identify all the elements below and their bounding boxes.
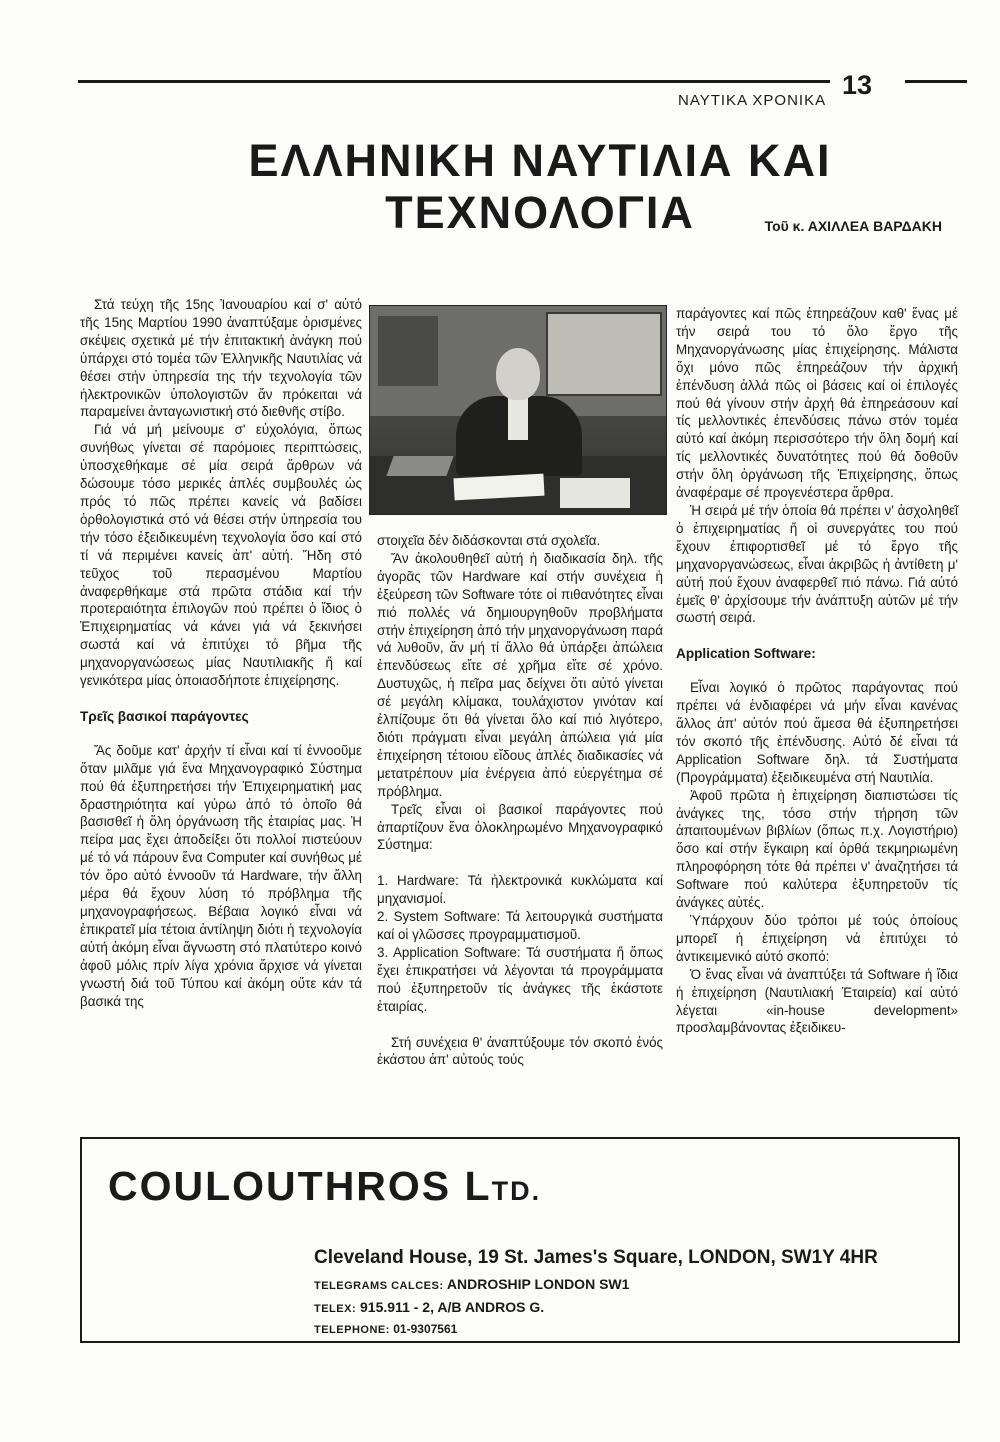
paragraph: Ἡ σειρά μέ τήν ὁποία θά πρέπει ν' ἀσχοληθεῖ ὁ ἐπιχειρηματίας ἤ οἱ συνεργάτες του πού ἔχουν ἐπιφορτισθεῖ μέ τό ἔργο τῆς μηχανοργανώσεως, εἶναι ἀκριβῶς ἡ ἀντίθετη μ' αὐτή πού ἔχουν ἀναφερθεῖ πιό πάνω. Γιά αὐτό ἐμεῖς θ' ἀρχίσουμε τήν ἀνάπτυξη αὐτῶν μέ τήν σωστή σειρά.	[676, 502, 958, 626]
paragraph: στοιχεῖα δέν διδάσκονται στά σχολεῖα.	[377, 533, 601, 548]
publication-name: ΝΑΥΤΙΚΑ ΧΡΟΝΙΚΑ	[678, 92, 827, 109]
photo-keyboard	[386, 456, 453, 476]
ad-company-suffix: TD.	[491, 1176, 542, 1206]
paragraph: Ἄς δοῦμε κατ' ἀρχήν τί εἶναι καί τί ἐννοοῦμε ὅταν μιλᾶμε γιά ἕνα Μηχανογραφικό Σύστημα πού θά ἐξυπηρετήσει τήν Ἐπιχειρηματική μας δραστηριότητα καί γύρω ἀπό τό ὁποῖο θά βασισθεῖ ἡ ὅλη ὀργάνωση τῆς ἑταιρίας μας. Ἡ πείρα μας ἔχει ἀποδείξει ὅτι πολλοί πιστεύουν μέ τό νά πάρουν ἕνα Computer καί συνήθως μέ τόν ὅρο αὐτό ἐννοοῦν τά Hardware, τήν ἄλλη μέρα θά ἔχουν λύση τό πρόβλημα τῆς μηχανογραφήσεως. Βέβαια λογικό εἶναι νά ἐπικρατεῖ μία τέτοια ἀντίληψη διότι ἡ τεχνολογία αὐτή ἀκόμη εἶναι ἄγνωστη στό πλατύτερο κοινό ἀφοῦ μόλις πρίν λίγα χρόνια ἄρχισε νά γίνεται γνωστή διά τοῦ Τύπου καί ἀκόμη οὔτε κάν τά βασικά της	[80, 742, 362, 1009]
ad-telegrams-label: TELEGRAMS CALCES:	[314, 1280, 444, 1292]
advertisement-box	[80, 1137, 960, 1343]
list-item: 2. System Software: Τά λειτουργικά συστήματα καί οἱ γλῶσσες προγραμματισμοῦ.	[377, 909, 663, 943]
article-column-1	[80, 296, 362, 1010]
page-number: 13	[842, 70, 873, 100]
ad-telegrams	[314, 1276, 629, 1292]
photo-book	[560, 478, 630, 508]
paragraph: παράγοντες καί πῶς ἐπηρεάζουν καθ' ἕνας μέ τήν σειρά του τό ὅλο ἔργο τῆς Μηχανοργάνωσης μίας ἐπιχείρησης. Μάλιστα ὄχι μόνο πῶς ἐπηρεάζουν τήν ἀρχική ἐπένδυση ἀλλά πῶς οἱ βάσεις καί οἱ ἐπιλογές πού θά γίνουν στήν ἀρχή θά ἐπηρεάσουν καί τίς μελλοντικές ἐπενδύσεις πάνω στόν τομέα αὐτό καί ἀκόμη περισσότερο τήν ὅλη δομή καί τίς μελλοντικές δυνατότητες πού θά δοθοῦν στήν ὅλη ὀργάνωση τῆς Ἐπιχείρησης, ὅπως ἀναφέραμε σέ προγενέστερα ἄρθρα.	[676, 306, 958, 501]
spacer	[377, 1016, 663, 1034]
ad-telex-label: TELEX:	[314, 1303, 357, 1315]
paragraph: Ὑπάρχουν δύο τρόποι μέ τούς ὁποίους μπορεῖ ἡ ἐπιχείρηση νά ἐπιτύχει τό ἀντικειμενικό αὐτό σκοπό:	[676, 913, 958, 964]
ad-company-main: COULOUTHROS L	[108, 1163, 492, 1209]
photo-person-shirt	[508, 398, 528, 440]
paragraph: Ὁ ἕνας εἶναι νά ἀναπτύξει τά Software ἡ ἴδια ἡ ἐπιχείρηση (Ναυτιλιακή Ἑταιρεία) καί αὐτό λέγεται «in-house development» προσλαμβάνοντας ἐξειδικευ-	[676, 966, 958, 1036]
list-item: 3. Application Software: Τά συστήματα ἤ ὅπως ἔχει ἐπικρατήσει νά λέγονται τά προγράμματα πού ἐξυπηρετοῦν τίς ἀνάγκες τῆς ἑκάστοτε ἑταιρίας.	[377, 944, 663, 1014]
paragraph: Εἶναι λογικό ὁ πρῶτος παράγοντας πού πρέπει νά ἐνδιαφέρει νά μήν εἶναι κανένας ἄλλος ἀπ' αὐτόν πού ἄμεσα θά ἐξυπηρετήσει τόν σκοπό τῆς ἐπένδυσης. Αὐτό δέ εἶναι τά Application Software δηλ. τά Συστήματα (Προγράμματα) ἐξειδικευμένα στή Ναυτιλία.	[676, 680, 958, 785]
photo-person-head	[496, 348, 540, 400]
header-rule-right	[905, 80, 967, 83]
photo-paper	[453, 474, 544, 501]
paragraph: Στή συνέχεια θ' ἀναπτύξουμε τόν σκοπό ἑνός ἑκάστου ἀπ' αὐτούς τούς	[377, 1034, 663, 1068]
article-title: ΕΛΛΗΝΙΚΗ ΝΑΥΤΙΛΙΑ ΚΑΙ ΤΕΧΝΟΛΟΓΙΑ	[248, 135, 832, 238]
paragraph: Τρεῖς εἶναι οἱ βασικοί παράγοντες πού ἀπαρτίζουν ἕνα ὁλοκληρωμένο Μηχανογραφικό Σύστημα:	[377, 801, 663, 853]
photo-window	[546, 312, 662, 396]
article-byline: Τοῦ κ. ΑΧΙΛΛΕΑ ΒΑΡΔΑΚΗ	[764, 218, 942, 234]
ad-telex-value: 915.911 - 2, A/B ANDROS G.	[360, 1299, 545, 1315]
ad-telephone-label: TELEPHONE:	[314, 1324, 390, 1336]
ad-telephone-value: 01-9307561	[393, 1322, 458, 1336]
ad-company-name	[108, 1163, 541, 1210]
paragraph: Ἀφοῦ πρῶτα ἡ ἐπιχείρηση διαπιστώσει τίς ἀνάγκες της, τόσο στήν τήρηση τῶν ἀπαιτουμένων βιβλίων (ὅπως π.χ. Λογιστήριο) ὅσο καί στήν ἔγκαιρη καί ὀρθά τεκμηριωμένη πληροφόρηση τότε θά πρέπει ν' ἀναζητήσει τά Software πού καλύτερα ἐξυπηρετοῦν τίς ἀνάγκες αὐτές.	[676, 787, 958, 911]
paragraph: Στά τεύχη τῆς 15ης Ἰανουαρίου καί σ' αὐτό τῆς 15ης Μαρτίου 1990 ἀναπτύξαμε ὁρισμένες σκέψεις σχετικά μέ τήν ἐπιτακτική ἀνάγκη πού ὑπάρχει στό τομέα τῶν Ἑλληνικῆς Ναυτιλίας νά θέσει στήν ὑπηρεσία της τήν τεχνολογία τῶν ἠλεκτρονικῶν ὑπολογιστῶν ἄν πρόκειται νά παραμείνει ἀνταγωνιστική στό διεθνῆς στίβο.	[80, 297, 362, 420]
ad-telegrams-value: ANDROSHIP LONDON SW1	[446, 1276, 630, 1292]
article-photo-man-at-desk	[369, 305, 667, 515]
section-subheading: Τρεῖς βασικοί παράγοντες	[80, 708, 249, 724]
paragraph: Ἄν ἀκολουθηθεῖ αὐτή ἡ διαδικασία δηλ. τῆς ἀγορᾶς τῶν Hardware καί στήν συνέχεια ἡ ἐξεύρεση τῶν Software τότε οἱ πιθανότητες εἶναι πιό πολλές νά δημιουργηθοῦν προβλήματα στήν ἐπιχείρηση ἀπό τήν μηχανοργάνωση παρά νά λυθοῦν, ἄν μή τί ἄλλο θά ὑπάρξει ἀπώλεια ἐπενδύσεως εἴτε σέ χρῆμα εἴτε σέ χρόνο. Δυστυχῶς, ἡ πεῖρα μας δείχνει ὅτι αὐτό γίνεται σέ μεγάλη κλίμακα, τουλάχιστον γινόταν καί ἐλπίζουμε ὅτι θά γίνεται ὅλο καί πιό λιγότερο, διότι πράγματι εἶναι μεγάλη ἀπώλεια γιά μία ἐπιχείρηση τέτοιου εἴδους ἁπλές διαδικασίες νά μετατρέπουν μία ἐνέργεια ἀπό εὐεργέτημα σέ πρόβλημα.	[377, 550, 663, 799]
spacer	[377, 854, 663, 872]
article-column-3	[676, 305, 958, 1037]
ad-telephone	[314, 1322, 457, 1336]
ad-telex	[314, 1299, 544, 1315]
header-rule-left	[78, 80, 830, 83]
ad-address: Cleveland House, 19 St. James's Square, LONDON, SW1Y 4HR	[314, 1247, 878, 1268]
section-subheading: Application Software:	[676, 646, 816, 662]
article-column-2	[377, 532, 663, 1069]
photo-shelf	[378, 316, 438, 386]
list-item: 1. Hardware: Τά ἠλεκτρονικά κυκλώματα καί μηχανισμοί.	[377, 873, 663, 907]
paragraph: Γιά νά μή μείνουμε σ' εὐχολόγια, ὅπως συνήθως γίνεται σέ παρόμοιες περιπτώσεις, ὑποσχεθήκαμε σέ μία σειρά ἄρθρων νά δώσουμε τόσο μερικές ἁπλές συμβουλές ὡς πρός τό πῶς πρέπει κανείς νά βαδίσει ὀρθολογιστικά στό νά θέσει στήν ὑπηρεσία του τήν τόσο ἐξειδικευμένη τεχνολογία ὅσο καί στό τί νά περιμένει κανείς ἀπ' αὐτή. Ἤδη στό τεῦχος τοῦ περασμένου Μαρτίου ἀναφερθήκαμε στά πρῶτα στάδια καί τήν προτεραιότητα ἐπιλογῶν πού πρέπει ὁ ἴδιος ὁ Ἐπιχειρηματίας νά κάνει γιά νά ξεκινήσει σωστά καί νά ἐπιτύχει τό βῆμα τῆς μηχανοργανώσεως μίας Ναυτιλιακῆς ἤ καί γενικότερα μίας ὁποιασδήποτε ἐπιχείρησης.	[80, 422, 362, 689]
